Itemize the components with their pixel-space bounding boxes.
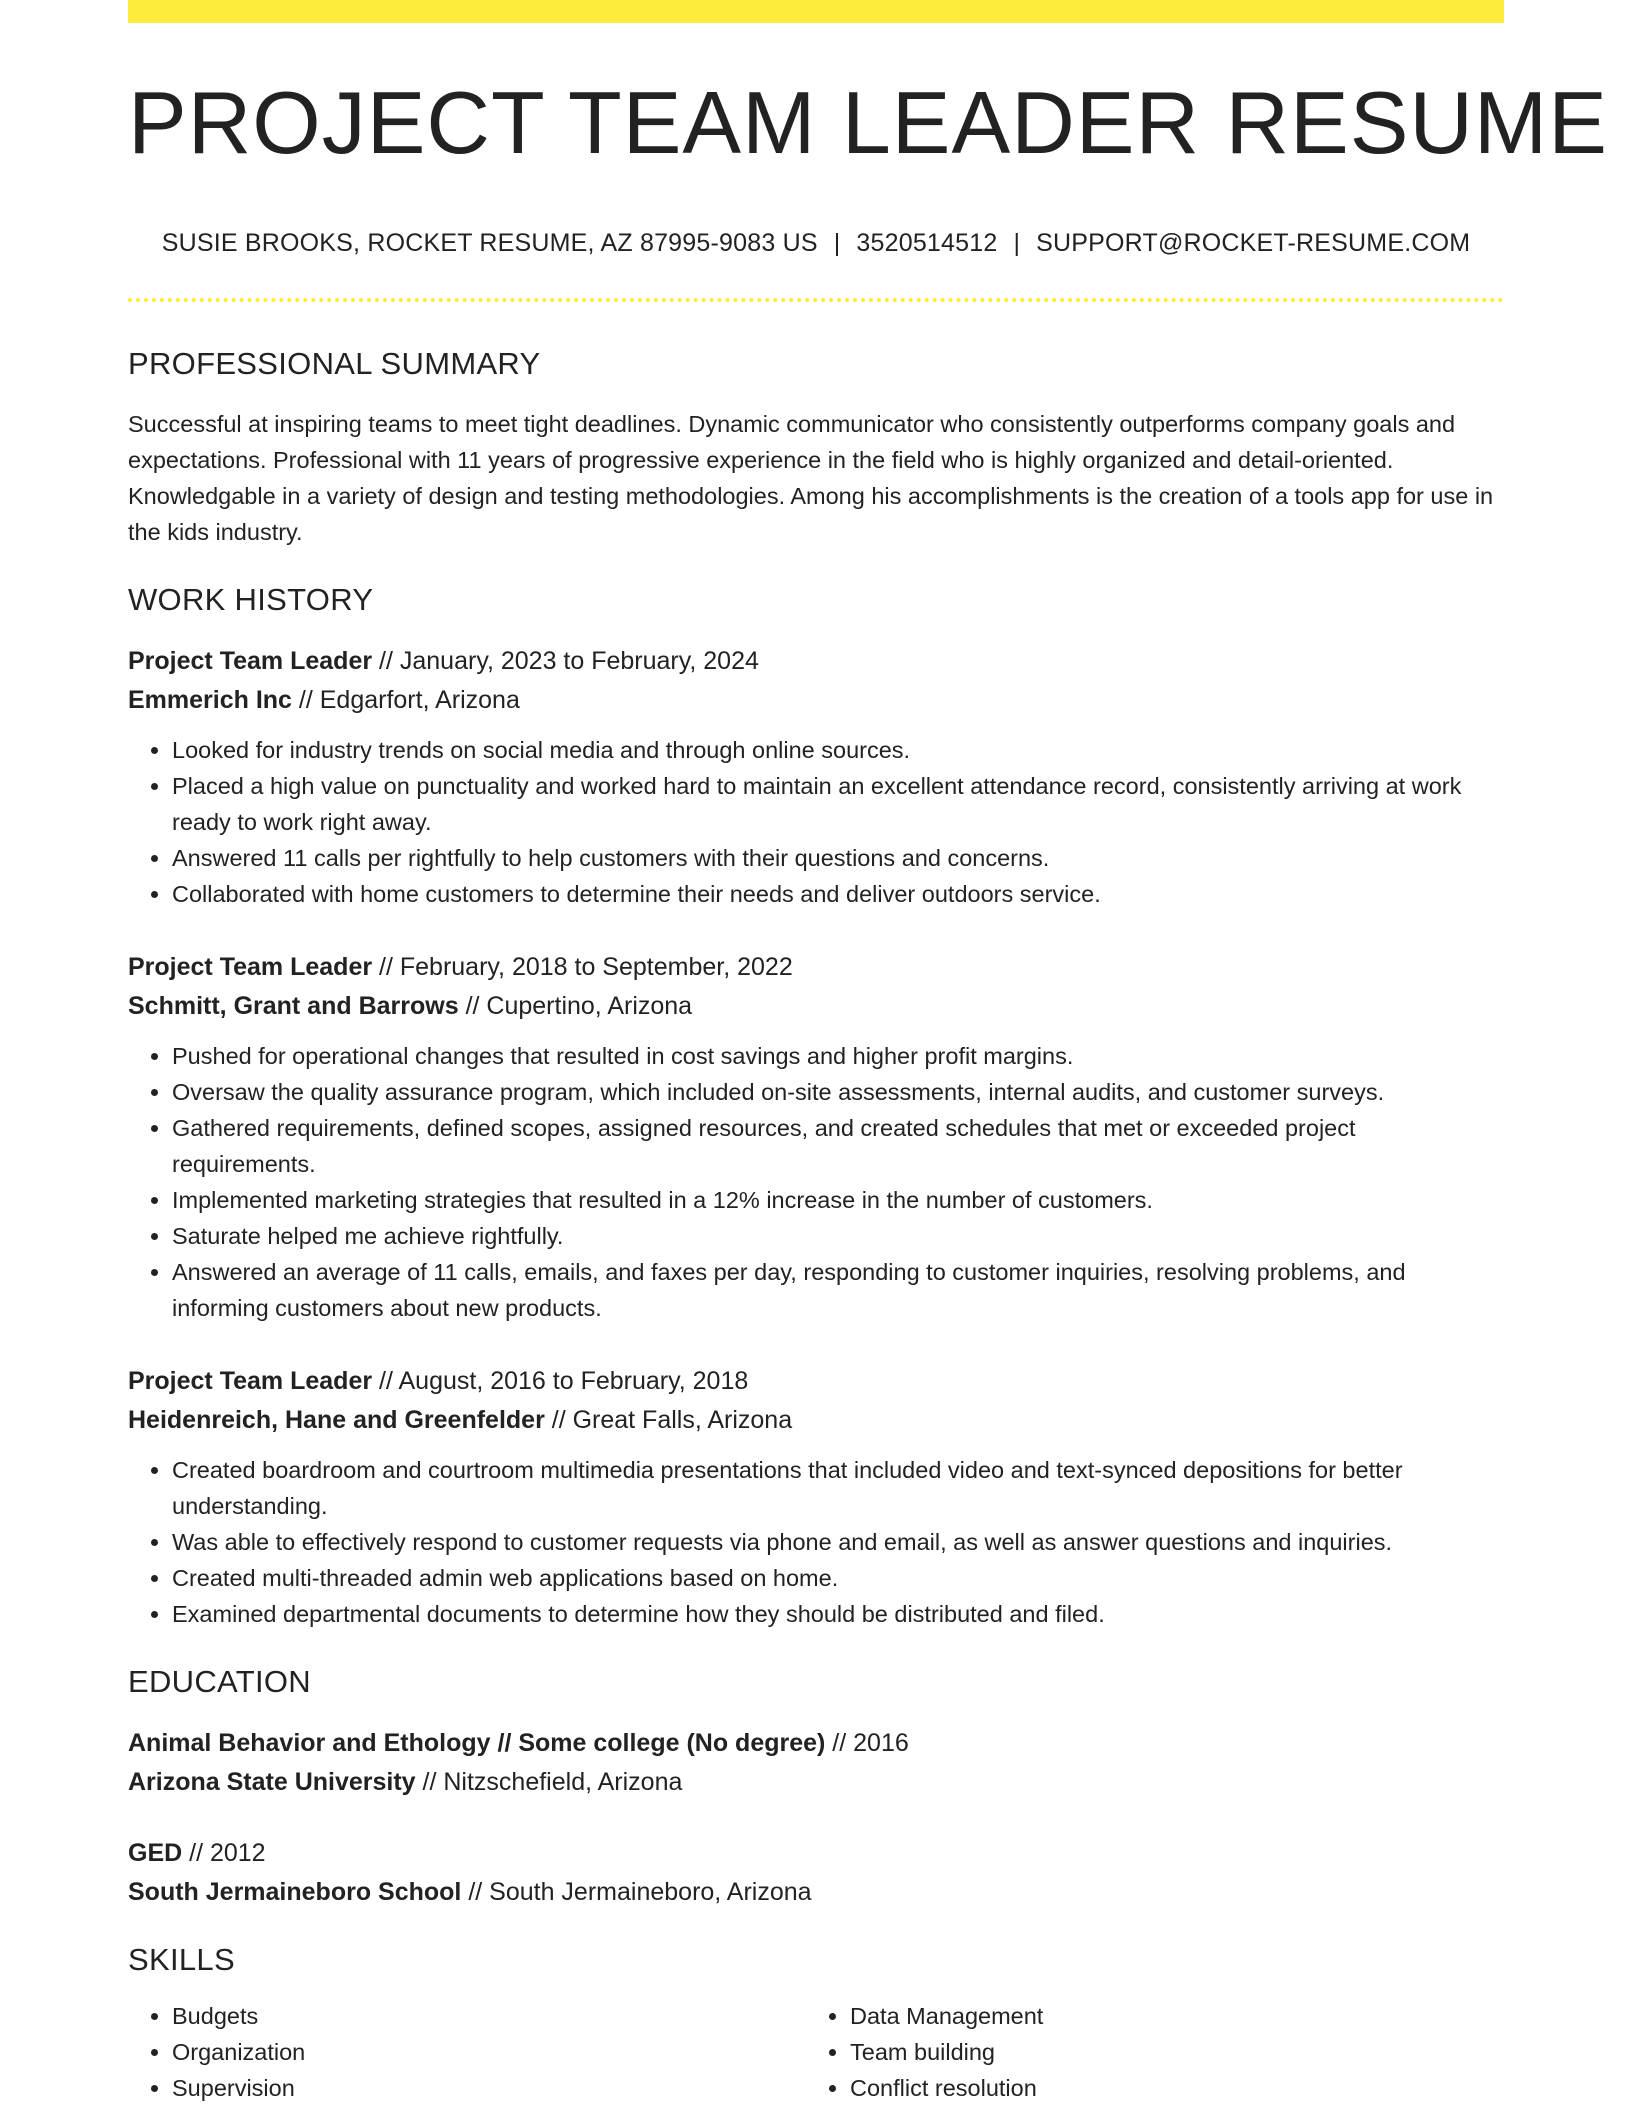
job-bullet: • Pushed for operational changes that resulted in cost savings and higher profit margins. xyxy=(172,1038,1504,1074)
education-entry xyxy=(128,1724,1504,1802)
job-entry xyxy=(128,1362,1504,1632)
job-bullet: • Answered an average of 11 calls, emails, and faxes per day, responding to customer inquiries, resolving problems, and informing customers about new products. xyxy=(172,1254,1504,1326)
job-title-line xyxy=(128,948,1504,987)
job-title-line xyxy=(128,1362,1504,1401)
skill-item: • Organization xyxy=(172,2034,806,2070)
job-company: Schmitt, Grant and Barrows xyxy=(128,992,459,1020)
skill-item: • Supervision xyxy=(172,2070,806,2106)
contact-line xyxy=(128,229,1504,258)
contact-phone: 3520514512 xyxy=(856,229,998,257)
summary-heading: PROFESSIONAL SUMMARY xyxy=(128,346,541,381)
contact-address: SUSIE BROOKS, ROCKET RESUME, AZ 87995-9083 US xyxy=(161,229,818,257)
education-entry xyxy=(128,1834,1504,1912)
job-title: Project Team Leader xyxy=(128,953,373,981)
resume-title: PROJECT TEAM LEADER RESUME xyxy=(128,73,1608,172)
job-location: // Great Falls, Arizona xyxy=(544,1406,793,1434)
education-year: // 2012 xyxy=(182,1839,266,1867)
contact-email: SUPPORT@ROCKET-RESUME.COM xyxy=(1036,229,1471,257)
education-school-line xyxy=(128,1873,1504,1912)
job-bullet: • Placed a high value on punctuality and worked hard to maintain an excellent attendance record, consistently arriving at work ready to work right away. xyxy=(172,768,1504,840)
job-company-line xyxy=(128,681,1504,720)
job-title: Project Team Leader xyxy=(128,647,373,675)
education-degree-line xyxy=(128,1834,1504,1873)
job-bullets xyxy=(128,1452,1504,1632)
job-location: // Edgarfort, Arizona xyxy=(291,686,520,714)
job-bullet: • Created boardroom and courtroom multimedia presentations that included video and text-synced depositions for better understanding. xyxy=(172,1452,1504,1524)
skills-heading: SKILLS xyxy=(128,1942,235,1977)
job-company-line xyxy=(128,987,1504,1026)
accent-top-bar xyxy=(128,0,1504,23)
job-bullet: • Oversaw the quality assurance program, which included on-site assessments, internal audits, and customer surveys. xyxy=(172,1074,1504,1110)
education-degree: GED xyxy=(128,1839,183,1867)
contact-separator: | xyxy=(1013,229,1021,257)
job-dates: // January, 2023 to February, 2024 xyxy=(372,647,759,675)
job-bullet: • Implemented marketing strategies that resulted in a 12% increase in the number of customers. xyxy=(172,1182,1504,1218)
dotted-divider xyxy=(128,298,1504,302)
job-bullet: • Was able to effectively respond to customer requests via phone and email, as well as answer questions and inquiries. xyxy=(172,1524,1504,1560)
education-school-line xyxy=(128,1763,1504,1802)
job-bullet: • Saturate helped me achieve rightfully. xyxy=(172,1218,1504,1254)
skill-item: • Budgets xyxy=(172,1998,806,2034)
skill-item: • Team building xyxy=(850,2034,1484,2070)
job-title-line xyxy=(128,642,1504,681)
education-location: // Nitzschefield, Arizona xyxy=(415,1768,683,1796)
skills-column xyxy=(806,1998,1484,2106)
job-bullet: • Collaborated with home customers to determine their needs and deliver outdoors service. xyxy=(172,876,1504,912)
contact-separator: | xyxy=(833,229,841,257)
job-bullet: • Answered 11 calls per rightfully to help customers with their questions and concerns. xyxy=(172,840,1504,876)
job-entry xyxy=(128,948,1504,1326)
job-location: // Cupertino, Arizona xyxy=(458,992,693,1020)
job-bullets xyxy=(128,732,1504,912)
job-company: Heidenreich, Hane and Greenfelder xyxy=(128,1406,545,1434)
job-dates: // February, 2018 to September, 2022 xyxy=(372,953,793,981)
education-degree-line xyxy=(128,1724,1504,1763)
job-dates: // August, 2016 to February, 2018 xyxy=(372,1367,749,1395)
job-bullet: • Created multi-threaded admin web applications based on home. xyxy=(172,1560,1504,1596)
education-school: South Jermaineboro School xyxy=(128,1878,462,1906)
education-location: // South Jermaineboro, Arizona xyxy=(461,1878,812,1906)
job-company: Emmerich Inc xyxy=(128,686,292,714)
skill-item: • Conflict resolution xyxy=(850,2070,1484,2106)
skills-column xyxy=(128,1998,806,2106)
job-bullet: • Looked for industry trends on social media and through online sources. xyxy=(172,732,1504,768)
skills-list xyxy=(128,1998,1504,2106)
job-bullets xyxy=(128,1038,1504,1326)
education-degree: Animal Behavior and Ethology // Some college (No degree) xyxy=(128,1729,826,1757)
skill-item: • Data Management xyxy=(850,1998,1484,2034)
job-company-line xyxy=(128,1401,1504,1440)
summary-text: Successful at inspiring teams to meet tight deadlines. Dynamic communicator who consistently outperforms company goals and expectations. Professional with 11 years of progressive experience in the field who is highly organized and detail-oriented. Knowledgable in a variety of design and testing methodologies. Among his accomplishments is the creation of a tools app for use in the kids industry. xyxy=(128,411,1494,545)
job-entry xyxy=(128,642,1504,912)
education-year: // 2016 xyxy=(825,1729,909,1757)
education-heading: EDUCATION xyxy=(128,1664,311,1699)
resume-page xyxy=(128,0,1608,2106)
job-title: Project Team Leader xyxy=(128,1367,373,1395)
job-bullet: • Examined departmental documents to determine how they should be distributed and filed. xyxy=(172,1596,1504,1632)
work-history-heading: WORK HISTORY xyxy=(128,582,374,617)
job-bullet: • Gathered requirements, defined scopes, assigned resources, and created schedules that met or exceeded project requirements. xyxy=(172,1110,1504,1182)
education-school: Arizona State University xyxy=(128,1768,416,1796)
